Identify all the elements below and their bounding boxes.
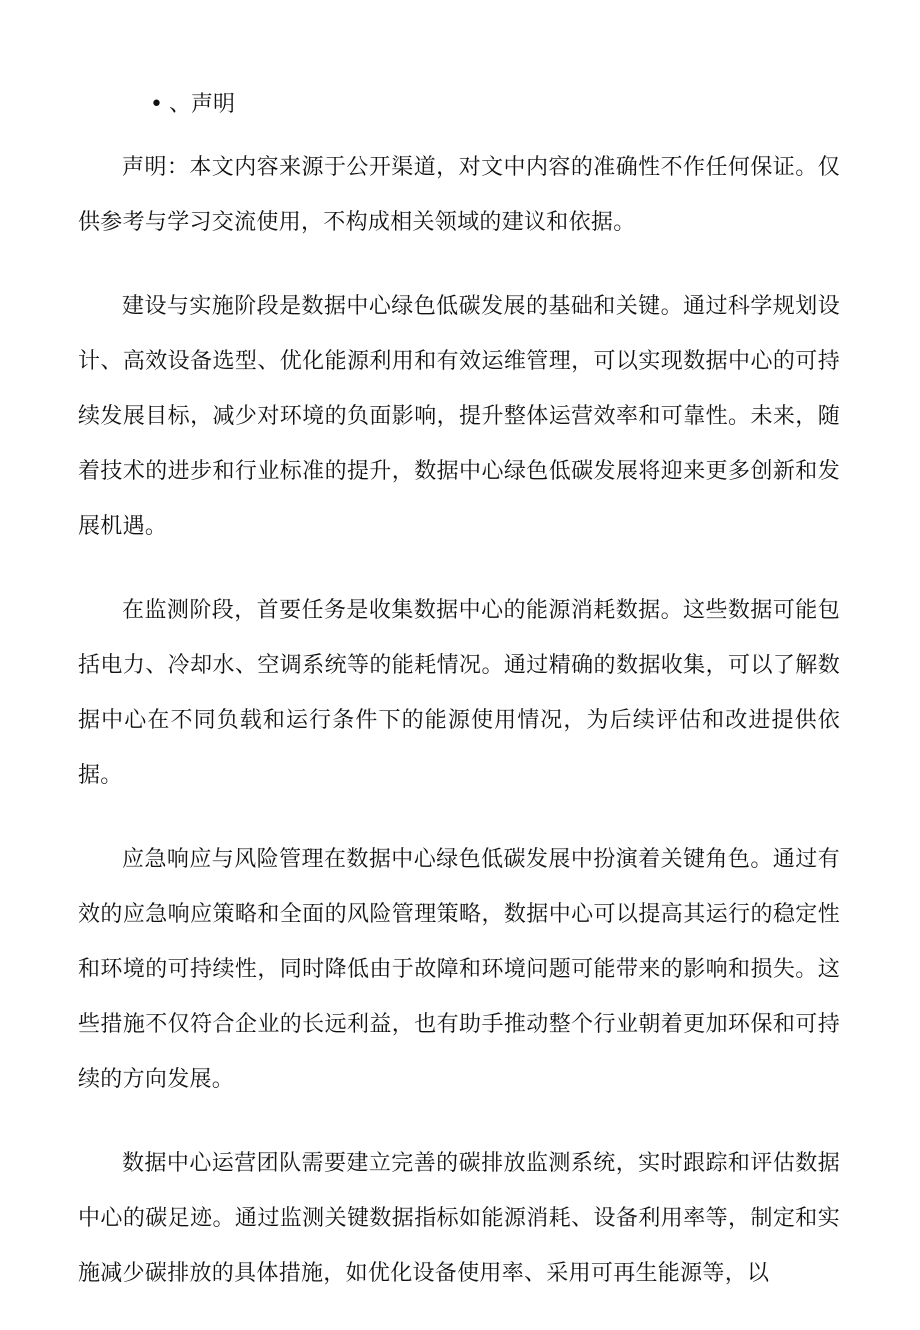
section-heading <box>150 88 235 122</box>
paragraph-monitoring: 在监测阶段，首要任务是收集数据中心的能源消耗数据。这些数据可能包括电力、冷却水、空调系统等的能耗情况。通过精确的数据收集，可以了解数据中心在不同负载和运行条件下的能源使用情况，为后续评估和改进提供依据。 <box>78 598 840 788</box>
paragraph-emergency: 应急响应与风险管理在数据中心绿色低碳发展中扮演着关键角色。通过有效的应急响应策略和全面的风险管理策略，数据中心可以提高其运行的稳定性和环境的可持续性，同时降低由于故障和环境问题可能带来的影响和损失。这些措施不仅符合企业的长远利益，也有助手推动整个行业朝着更加环保和可持续的方向发展。 <box>78 847 840 1092</box>
paragraph-construction: 建设与实施阶段是数据中心绿色低碳发展的基础和关键。通过科学规划设计、高效设备选型、优化能源利用和有效运维管理，可以实现数据中心的可持续发展目标，减少对环境的负面影响，提升整体运营效率和可靠性。未来，随着技术的进步和行业标准的提升，数据中心绿色低碳发展将迎来更多创新和发展机遇。 <box>78 294 840 539</box>
paragraph-carbon-monitoring: 数据中心运营团队需要建立完善的碳排放监测系统，实时跟踪和评估数据中心的碳足迹。通过监测关键数据指标如能源消耗、设备利用率等，制定和实施减少碳排放的具体措施，如优化设备使用率、采用可再生能源等，以 <box>78 1151 840 1286</box>
heading-text: 、声明 <box>168 92 235 117</box>
document-body <box>78 140 840 1330</box>
paragraph-disclaimer: 声明：本文内容来源于公开渠道，对文中内容的准确性不作任何保证。仅供参考与学习交流使用，不构成相关领域的建议和依据。 <box>78 155 840 235</box>
bullet-icon: • <box>150 92 163 117</box>
